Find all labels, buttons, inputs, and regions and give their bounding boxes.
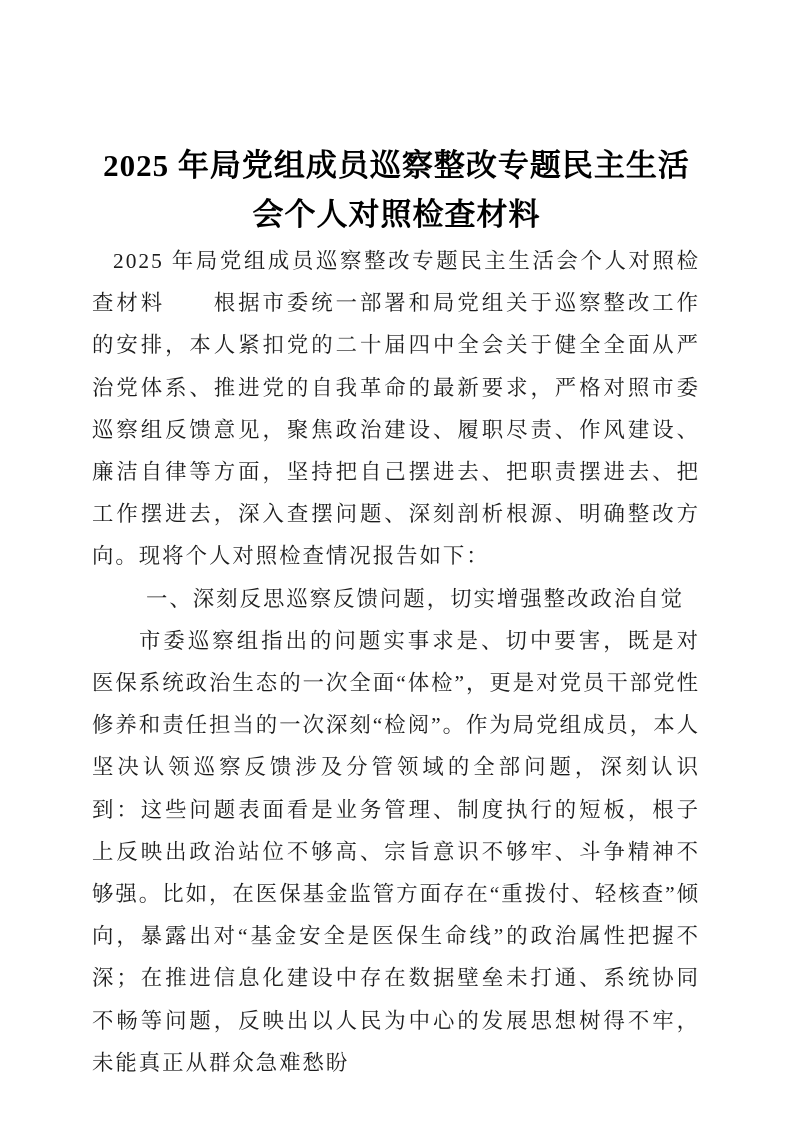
paragraph-intro: 2025 年局党组成员巡察整改专题民主生活会个人对照检查材料 根据市委统一部署和局党组关于巡察整改工作的安排，本人紧扣党的二十届四中全会关于健全全面从严治党体系、推进党的自我革命的最新要求，严格对照市委巡察组反馈意见，聚焦政治建设、履职尽责、作风建设、廉洁自律等方面，坚持把自己摆进去、把职责摆进去、把工作摆进去，深入查摆问题、深刻剖析根源、明确整改方向。现将个人对照检查情况报告如下： <box>92 249 700 569</box>
document-title <box>92 141 701 239</box>
paragraph-section-heading: 一、深刻反思巡察反馈问题，切实增强整改政治自觉 <box>146 586 684 611</box>
document-title-line-2: 会个人对照检查材料 <box>252 196 541 232</box>
document-title-line-1: 2025 年局党组成员巡察整改专题民主生活 <box>103 147 690 183</box>
document-body <box>92 240 700 1084</box>
paragraph-section-body: 市委巡察组指出的问题实事求是、切中要害，既是对医保系统政治生态的一次全面“体检”，更是对党员干部党性修养和责任担当的一次深刻“检阅”。作为局党组成员，本人坚决认领巡察反馈涉及分管领域的全部问题，深刻认识到：这些问题表面看是业务管理、制度执行的短板，根子上反映出政治站位不够高、宗旨意识不够牢、斗争精神不够强。比如，在医保基金监管方面存在“重拨付、轻核查”倾向，暴露出对“基金安全是医保生命线”的政治属性把握不深；在推进信息化建设中存在数据壁垒未打通、系统协同不畅等问题，反映出以人民为中心的发展思想树得不牢，未能真正从群众急难愁盼 <box>92 628 700 1075</box>
